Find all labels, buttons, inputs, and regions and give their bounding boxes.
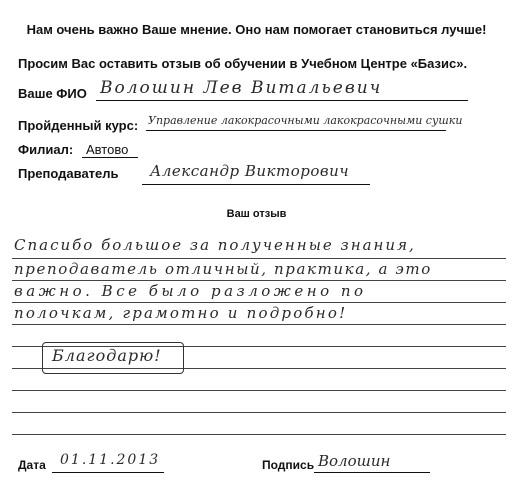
course-label: Пройденный курс: [18,118,139,133]
review-line: преподаватель отличный, практика, а это [14,260,432,278]
review-rule [12,258,506,259]
branch-underline [82,157,138,158]
teacher-value: Александр Викторович [150,162,350,180]
fio-label: Ваше ФИО [18,86,87,101]
review-rule [12,434,506,435]
date-label: Дата [18,458,46,472]
review-rule [12,280,506,281]
date-value: 01.11.2013 [60,452,161,468]
branch-value: Автово [86,142,129,157]
review-line: Спасибо большое за полученные знания, [14,236,416,254]
course-value: Управление лакокрасочными лакокрасочными сушки [148,114,463,127]
review-title: Ваш отзыв [226,208,287,220]
signature-label: Подпись [262,458,315,472]
signature-value: Волошин [318,452,391,470]
teacher-label: Преподаватель [18,166,119,181]
form-heading: Нам очень важно Ваше мнение. Оно нам помогает становиться лучше! [26,22,487,37]
form-request: Просим Вас оставить отзыв об обучении в Учебном Центре «Базис». [18,56,468,71]
fio-underline [96,100,468,101]
review-rule [12,412,506,413]
review-rule [12,302,506,303]
course-underline [146,130,446,131]
teacher-underline [142,184,370,185]
review-rule [12,324,506,325]
fio-value: Волошин Лев Витальевич [100,78,383,98]
review-line: Благодарю! [52,346,162,365]
date-underline [52,472,164,473]
branch-label: Филиал: [18,142,74,157]
signature-underline [314,472,430,473]
review-rule [12,390,506,391]
review-line: полочкам, грамотно и подробно! [14,304,348,322]
review-line: важно. Все было разложено по [14,282,367,300]
